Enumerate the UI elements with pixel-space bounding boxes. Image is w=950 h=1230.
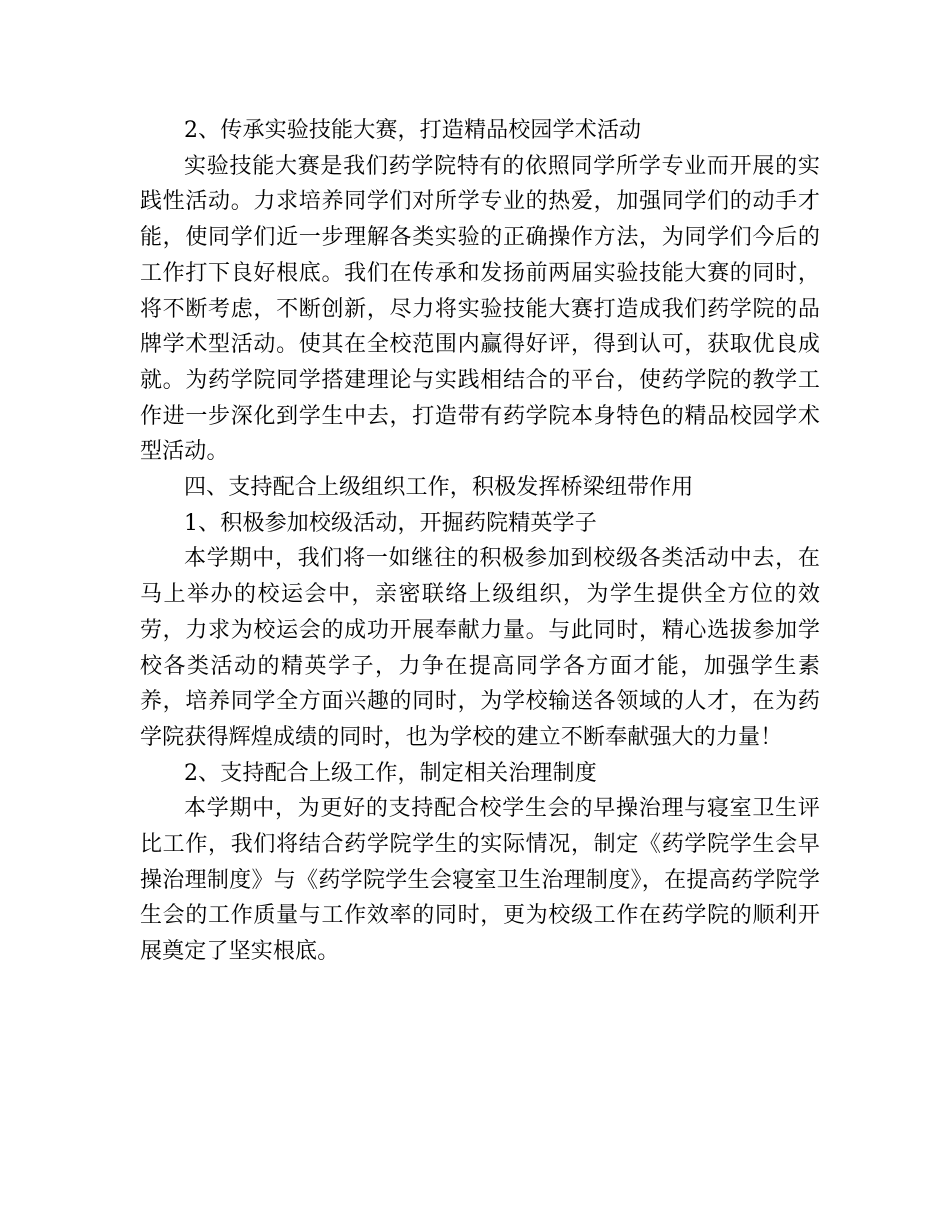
section-heading-support-upper-organization: 四、支持配合上级组织工作，积极发挥桥梁纽带作用 <box>184 475 694 501</box>
paragraph-skills-contest: 实验技能大赛是我们药学院特有的依照同学所学专业而开展的实践性活动。力求培养同学们对所学专业的热爱，加强同学们的动手才能，使同学们近一步理解各类实验的正确操作方法，为同学们今后的工作打下良好根底。我们在传承和发扬前两届实验技能大赛的同时，将不断考虑，不断创新，尽力将实验技能大赛打造成我们药学院的品牌学术型活动。使其在全校范围内赢得好评，得到认可，获取优良成就。为药学院同学搭建理论与实践相结合的平台，使药学院的教学工作进一步深化到学生中去，打造带有药学院本身特色的精品校园学术型活动。 <box>140 153 820 465</box>
document-body <box>140 113 820 970</box>
paragraph-management-rules: 本学期中，为更好的支持配合校学生会的早操治理与寝室卫生评比工作，我们将结合药学院学生的实际情况，制定《药学院学生会早操治理制度》与《药学院学生会寝室卫生治理制度》，在提高药学院学生会的工作质量与工作效率的同时，更为校级工作在药学院的顺利开展奠定了坚实根底。 <box>140 796 820 965</box>
subsection-heading-skills-contest: 2、传承实验技能大赛，打造精品校园学术活动 <box>184 118 642 143</box>
subsection-heading-management-rules: 2、支持配合上级工作，制定相关治理制度 <box>184 760 597 786</box>
paragraph-school-activities: 本学期中，我们将一如继往的积极参加到校级各类活动中去，在马上举办的校运会中，亲密联络上级组织，为学生提供全方位的效劳，力求为校运会的成功开展奉献力量。与此同时，精心选拔参加学校各类活动的精英学子，力争在提高同学各方面才能，加强学生素养，培养同学全方面兴趣的同时，为学校输送各领域的人才，在为药学院获得辉煌成绩的同时，也为学校的建立不断奉献强大的力量！ <box>140 546 820 750</box>
subsection-heading-school-activities: 1、积极参加校级活动，开掘药院精英学子 <box>184 510 597 536</box>
